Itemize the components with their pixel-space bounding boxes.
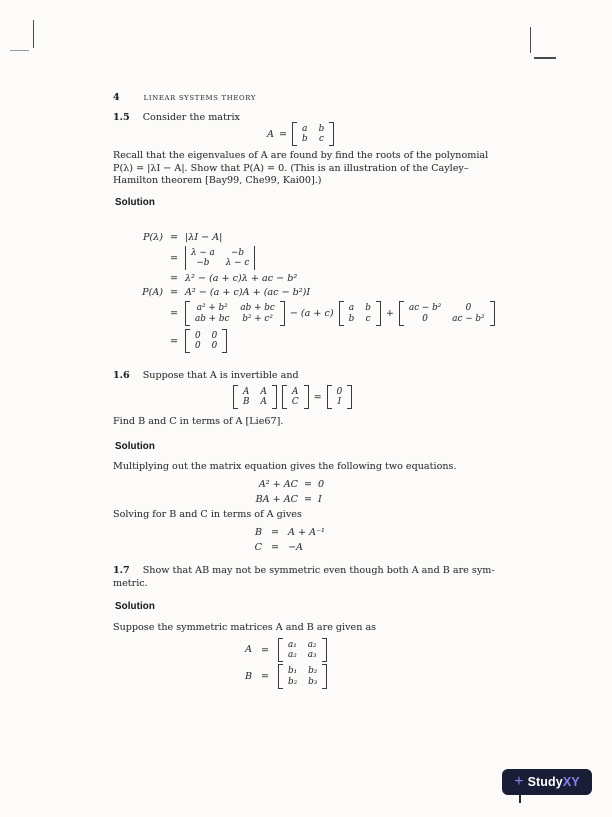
equation-rhs: 0 [318, 479, 325, 491]
matrix-cell: 0 [211, 330, 218, 341]
matrix-cell: b [301, 134, 308, 145]
matrix-cell: a₁ [288, 640, 297, 650]
equation-matrix-a [267, 122, 334, 146]
equation-lhs: BA + AC [255, 493, 298, 505]
matrix-cells [190, 329, 222, 353]
matrix [282, 385, 309, 409]
matrix-cell: 0 [211, 341, 218, 352]
body-line: Multiplying out the matrix equation gives the following two equations. [113, 461, 457, 472]
matrix-cell: ac − b² [452, 313, 485, 324]
matrix [339, 301, 381, 325]
problem-1-6-body [113, 416, 507, 429]
matrix-cell: c [318, 134, 324, 145]
matrix-cell: C [291, 397, 299, 408]
bracket-right [376, 301, 381, 325]
equation-rhs: −A [288, 541, 303, 553]
matrix-cell: 0 [465, 303, 472, 314]
matrix [292, 122, 334, 146]
problem-1-5-body [113, 150, 507, 188]
solution-heading-1-5: Solution [115, 197, 155, 208]
equals-sign: = [270, 527, 280, 539]
bracket-right [280, 301, 285, 325]
badge-tick-mark [519, 795, 521, 803]
matrix-cell: b [318, 124, 325, 134]
matrix-cells [238, 385, 272, 409]
matrix-cell: b₃ [308, 676, 318, 687]
solution-heading-1-7: Solution [115, 601, 155, 612]
derivation-rhs: A² − (a + c)A + (ac − b²)I [185, 287, 311, 299]
equations-1-6-b [240, 526, 325, 554]
bracket-right [322, 638, 327, 662]
equals-sign: = [169, 273, 179, 285]
matrix-cell: b [348, 313, 355, 324]
matrix-cell: −b [231, 248, 245, 258]
matrix-cell: A [260, 397, 267, 408]
solution-1-6-paragraph-1 [113, 461, 507, 474]
equation-lhs: C [254, 541, 262, 553]
body-line: Find B and C in terms of A [Lie67]. [113, 416, 284, 427]
studyxy-watermark-badge [502, 769, 592, 795]
equation-lhs: B [244, 670, 252, 682]
equals-sign: = [169, 335, 179, 347]
matrix-cell: ab + bc [195, 313, 230, 324]
equals-sign: = [169, 252, 179, 264]
brand-suffix: XY [562, 775, 580, 789]
matrix-cell: b₂ [308, 666, 318, 677]
equals-sign: = [313, 391, 322, 403]
matrix-cell: a [302, 124, 308, 134]
derivation-lhs: P(λ) [142, 232, 163, 243]
matrix-cell: A [292, 387, 299, 397]
matrix-cell: a₃ [307, 650, 317, 661]
matrix-cell: b₂ [288, 676, 298, 687]
body-line: metric. [113, 577, 148, 589]
matrix-cell: I [337, 397, 342, 408]
derivation-lhs: P(A) [142, 287, 163, 299]
solution-heading-1-6: Solution [115, 441, 155, 452]
matrix-a-definition [278, 638, 327, 662]
bracket-right [222, 329, 227, 353]
problem-number: 1.6 [113, 370, 130, 381]
problem-1-7-heading [113, 565, 507, 590]
derivation-1-5 [133, 232, 495, 353]
matrix [185, 301, 285, 325]
matrix-cell: A [243, 387, 250, 397]
matrix-cell: b [365, 303, 371, 314]
body-line [113, 565, 507, 578]
brand-label [528, 773, 580, 791]
derivation-rhs: λ² − (a + c)λ + ac − b² [185, 273, 298, 285]
equals-sign: = [303, 493, 313, 505]
body-line: Recall that the eigenvalues of A are found by find the roots of the polynomial [113, 150, 489, 161]
determinant-bar-right [254, 246, 255, 270]
crop-mark-top-right-vertical [530, 27, 531, 53]
equation-lhs: A [267, 128, 274, 140]
equation-lhs: A [245, 644, 252, 656]
matrix-cell: B [243, 397, 250, 408]
matrix-cell: λ − c [225, 258, 250, 269]
brand-name: Study [527, 775, 563, 789]
page-number: 4 [113, 92, 120, 103]
equation-1-6 [233, 385, 352, 409]
matrix-cells [190, 301, 280, 325]
derivation-rhs [185, 301, 495, 325]
bracket-right [272, 385, 277, 409]
matrix-cell: a [348, 303, 355, 314]
bracket-right [347, 385, 352, 409]
matrix-cell: a² + b² [196, 303, 228, 314]
equals-sign: = [169, 232, 179, 243]
matrix-cell: b² + c² [242, 313, 273, 324]
plus-icon: + [514, 772, 524, 790]
equation-rhs [278, 638, 327, 662]
bracket-right [329, 122, 334, 146]
matrix-cell: 0 [336, 387, 343, 397]
matrix-cells [186, 246, 254, 270]
math-operator: − (a + c) [289, 308, 334, 320]
crop-mark-top-left-vertical [33, 20, 34, 48]
equals-sign: = [303, 479, 313, 491]
matrix-cells [332, 385, 348, 409]
matrix-cell: c [365, 313, 371, 324]
matrix-cell: A [260, 387, 267, 397]
plus-sign: + [385, 308, 394, 320]
matrix-cell: 0 [422, 313, 428, 324]
matrix-cell: λ − a [191, 248, 215, 258]
running-head [113, 85, 256, 104]
equals-sign: = [270, 541, 280, 553]
matrix-cells [404, 301, 490, 325]
equals-sign: = [260, 671, 270, 683]
derivation-rhs [185, 246, 255, 270]
crop-mark-top-right-horizontal [534, 57, 556, 59]
matrix-cell: ac − b² [408, 303, 442, 314]
matrix [399, 301, 495, 325]
matrix-cell: −b [196, 258, 210, 269]
matrix-cells [297, 122, 329, 146]
matrix-cells [283, 638, 322, 662]
body-line: Suppose the symmetric matrices A and B are given as [113, 622, 377, 633]
running-title: LINEAR SYSTEMS THEORY [143, 94, 257, 102]
matrix-cell: 0 [195, 330, 201, 341]
derivation-rhs [185, 329, 227, 353]
equation-rhs: A + A⁻¹ [288, 527, 325, 539]
zero-matrix [185, 329, 227, 353]
matrix-cells [287, 385, 304, 409]
derivation-rhs: |λI − A| [185, 232, 223, 243]
problem-number: 1.5 [113, 112, 130, 123]
equation-lhs: B [254, 527, 262, 538]
matrix-cells [283, 664, 322, 688]
matrix-cells [344, 301, 376, 325]
bracket-right [322, 664, 327, 688]
matrix-cell: 0 [195, 341, 201, 352]
matrix-cell: b₁ [288, 666, 298, 677]
equation-lhs: A² + AC [258, 479, 298, 490]
matrix [327, 385, 353, 409]
bracket-right [490, 301, 495, 325]
solution-1-6-paragraph-2 [113, 509, 507, 522]
problem-intro: Suppose that A is invertible and [142, 370, 299, 381]
matrix-cell: a₂ [288, 650, 297, 661]
determinant [185, 246, 255, 270]
equations-1-6-a [240, 478, 324, 506]
equals-sign: = [278, 128, 287, 140]
equals-sign: = [169, 308, 179, 320]
equation-rhs: I [318, 493, 322, 505]
equals-sign: = [169, 287, 179, 299]
matrix-b-definition [278, 664, 327, 688]
body-line: P(λ) = |λI − A|. Show that P(A) = 0. (This is an illustration of the Cayley– [113, 162, 469, 174]
bracket-right [304, 385, 309, 409]
body-line: Solving for B and C in terms of A gives [113, 509, 302, 520]
equation-rhs [278, 664, 327, 688]
body-line: Hamilton theorem [Bay99, Che99, Kai00].) [113, 175, 322, 186]
matrix-cell: a₂ [307, 640, 317, 650]
solution-1-7-paragraph [113, 622, 507, 635]
problem-intro: Consider the matrix [142, 112, 240, 123]
problem-1-6-heading [113, 370, 505, 381]
equals-sign: = [260, 644, 270, 656]
problem-text: Show that AB may not be symmetric even though both A and B are sym- [142, 565, 495, 576]
problem-number: 1.7 [113, 565, 130, 576]
matrix-definitions-1-7 [240, 638, 327, 689]
matrix [233, 385, 277, 409]
crop-mark-top-left-horizontal [10, 50, 29, 51]
matrix-cell: ab + bc [240, 303, 275, 314]
